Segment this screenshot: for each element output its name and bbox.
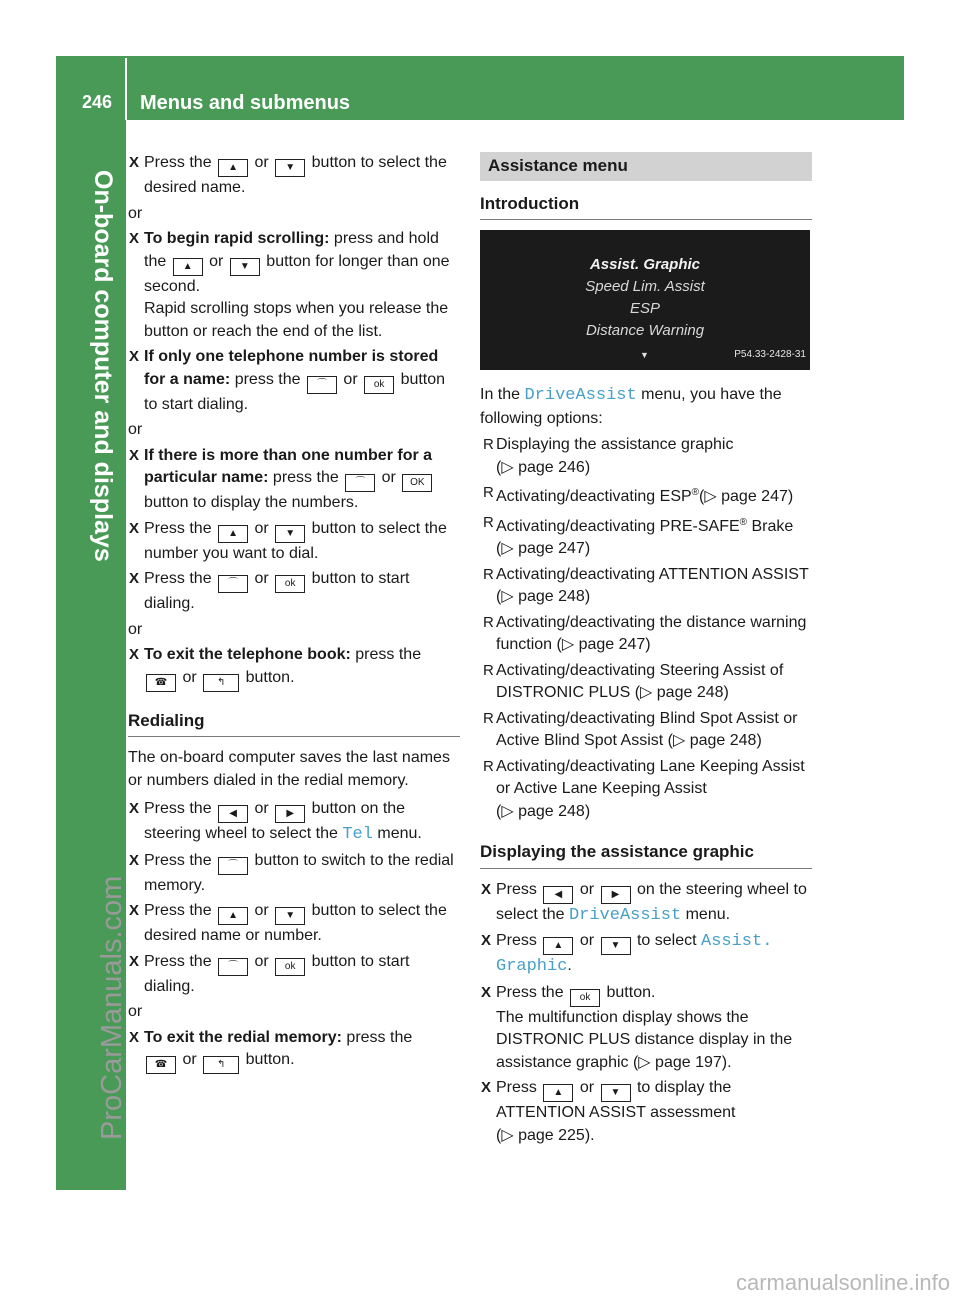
- screen-line: Distance Warning: [585, 322, 705, 339]
- step-arrow-icon: X: [129, 519, 140, 537]
- menu-name-driveassist: DriveAssist: [524, 386, 637, 405]
- back-button-icon: ↰: [203, 1056, 239, 1074]
- step: X Press the ▲ or ▼ button to select the desired name.: [129, 154, 447, 196]
- up-button-icon: ▲: [173, 258, 203, 276]
- right-column: [480, 152, 812, 1150]
- or-text: or: [128, 421, 143, 438]
- list-item: R Activating/deactivating Lane Keeping Assist or Active Lane Keeping Assist (▷ page 248): [483, 757, 805, 820]
- bullet-icon: R: [483, 613, 494, 631]
- section-heading-redialing: Redialing: [128, 710, 460, 738]
- step-arrow-icon: X: [129, 800, 140, 817]
- step: X Press the ▲ or ▼ button to select the desired name or number.: [129, 902, 447, 944]
- hang-up-button-icon: ☎: [146, 674, 176, 692]
- up-button-icon: ▲: [543, 937, 573, 955]
- ok-button-icon: ok: [364, 376, 394, 394]
- section-heading-assistance-menu: Assistance menu: [480, 152, 812, 181]
- scroll-down-icon: ▼: [640, 350, 649, 360]
- step-arrow-icon: X: [129, 851, 140, 869]
- down-button-icon: ▼: [275, 907, 305, 925]
- bullet-icon: R: [483, 661, 494, 679]
- step: X Press ▲ or ▼ to display the ATTENTION ASSIST assessment (▷ page 225).: [481, 1079, 736, 1144]
- down-button-icon: ▼: [601, 937, 631, 955]
- screen-line: Assist. Graphic: [589, 256, 701, 273]
- step: X Press the ⌒ button to switch to the redial memory.: [129, 851, 454, 894]
- step-arrow-icon: X: [129, 952, 140, 970]
- menu-name-tel: Tel: [342, 825, 373, 844]
- list-item: R Activating/deactivating ATTENTION ASSIST (▷ page 248): [483, 565, 809, 605]
- left-button-icon: ◀: [543, 886, 573, 904]
- or-text: or: [128, 204, 143, 222]
- step: X Press ◀ or ▶ on the steering wheel to select the DriveAssist menu.: [481, 880, 807, 925]
- ok-button-icon: ok: [275, 575, 305, 593]
- phone-button-icon: ⌒: [218, 857, 248, 875]
- step: X Press ▲ or ▼ to select Assist. Graphic.: [481, 932, 773, 976]
- screen-line: Speed Lim. Assist: [585, 278, 705, 295]
- up-button-icon: ▲: [218, 907, 248, 925]
- right-button-icon: ▶: [275, 805, 305, 823]
- step-arrow-icon: X: [129, 348, 140, 365]
- watermark-side: ProCarManuals.com: [96, 875, 128, 1140]
- step-arrow-icon: X: [481, 880, 492, 898]
- screen-line: ESP: [629, 300, 660, 317]
- bullet-icon: R: [483, 757, 494, 775]
- menu-name-graphic: Graphic: [496, 957, 568, 976]
- ok-button-icon: OK: [402, 474, 432, 492]
- step: X If there is more than one number for a particular name: press the ⌒ or OK button to display the numbers.: [129, 446, 433, 511]
- down-button-icon: ▼: [275, 525, 305, 543]
- redial-intro: The on-board computer saves the last names or numbers dialed in the redial memory.: [128, 749, 450, 789]
- image-code: P54.33-2428-31: [734, 348, 806, 360]
- bullet-icon: R: [483, 513, 494, 531]
- phone-button-icon: ⌒: [307, 376, 337, 394]
- step-arrow-icon: X: [129, 446, 140, 464]
- step-arrow-icon: X: [481, 1079, 492, 1096]
- phone-button-icon: ⌒: [345, 474, 375, 492]
- step: X To exit the redial memory: press the ☎ or ↰ button.: [128, 1027, 460, 1075]
- up-button-icon: ▲: [218, 159, 248, 177]
- step-arrow-icon: X: [129, 902, 140, 919]
- menu-name-driveassist: DriveAssist: [568, 905, 682, 925]
- step-arrow-icon: X: [129, 154, 140, 171]
- section-heading-introduction: Introduction: [480, 193, 812, 221]
- step-arrow-icon: X: [129, 570, 140, 587]
- step-arrow-icon: X: [129, 1028, 140, 1046]
- intro-text: In the DriveAssist menu, you have the following options:: [480, 386, 782, 427]
- list-item: R Activating/deactivating the distance warning function (▷ page 247): [483, 613, 807, 653]
- or-text: or: [128, 620, 143, 638]
- step: X Press the ⌒ or ok button to start dialing.: [129, 570, 410, 612]
- step-arrow-icon: X: [129, 646, 140, 663]
- list-item: R Displaying the assistance graphic (▷ page 246): [483, 436, 734, 476]
- bullet-icon: R: [483, 436, 494, 453]
- list-item: R Activating/deactivating ESP®(▷ page 247): [483, 484, 794, 505]
- watermark-bottom: carmanualsonline.info: [735, 1270, 950, 1295]
- right-button-icon: ▶: [601, 886, 631, 904]
- left-column: [128, 152, 460, 1077]
- step: X Press the ⌒ or ok button to start dialing.: [129, 952, 410, 995]
- or-text: or: [128, 1003, 143, 1020]
- list-item: R Activating/deactivating Steering Assist of DISTRONIC PLUS (▷ page 248): [483, 661, 784, 701]
- step: X To begin rapid scrolling: press and hold the ▲ or ▼ button for longer than one second. Rapid scrolling stops when you release the button or reach the end of the list.: [129, 230, 450, 340]
- up-button-icon: ▲: [218, 525, 248, 543]
- back-button-icon: ↰: [203, 674, 239, 692]
- step: X To exit the telephone book: press the ☎ or ↰ button.: [128, 644, 460, 692]
- step: X Press the ▲ or ▼ button to select the number you want to dial.: [129, 519, 447, 562]
- phone-button-icon: ⌒: [218, 958, 248, 976]
- chapter-label: On-board computer and displays: [89, 170, 117, 562]
- list-item: R Activating/deactivating Blind Spot Assist or Active Blind Spot Assist (▷ page 248): [483, 709, 798, 749]
- hang-up-button-icon: ☎: [146, 1056, 176, 1074]
- step: X If only one telephone number is stored for a name: press the ⌒ or ok button to start dialing.: [129, 348, 446, 413]
- down-button-icon: ▼: [601, 1084, 631, 1102]
- list-item: R Activating/deactivating PRE-SAFE® Brake (▷ page 247): [483, 513, 794, 557]
- ok-button-icon: ok: [275, 958, 305, 976]
- menu-name-assist: Assist.: [701, 932, 773, 951]
- page-title: Menus and submenus: [140, 92, 351, 114]
- step-arrow-icon: X: [481, 932, 492, 949]
- header-divider: [125, 58, 127, 120]
- bullet-icon: R: [483, 709, 494, 727]
- left-button-icon: ◀: [218, 805, 248, 823]
- phone-button-icon: ⌒: [218, 575, 248, 593]
- step: X Press the ok button. The multifunction display shows the DISTRONIC PLUS distance display in the assistance graphic (▷ page 197).: [481, 983, 793, 1071]
- bullet-icon: R: [483, 565, 494, 583]
- step: X Press the ◀ or ▶ button on the steering wheel to select the Tel menu.: [129, 800, 422, 844]
- bullet-icon: R: [483, 484, 494, 501]
- ok-button-icon: ok: [570, 989, 600, 1007]
- up-button-icon: ▲: [543, 1084, 573, 1102]
- step-arrow-icon: X: [129, 230, 140, 247]
- down-button-icon: ▼: [275, 159, 305, 177]
- section-heading-displaying-graphic: Displaying the assistance graphic: [480, 841, 812, 869]
- page-number: 246: [82, 92, 113, 112]
- display-screenshot: [480, 230, 810, 370]
- step-arrow-icon: X: [481, 983, 492, 1001]
- down-button-icon: ▼: [230, 258, 260, 276]
